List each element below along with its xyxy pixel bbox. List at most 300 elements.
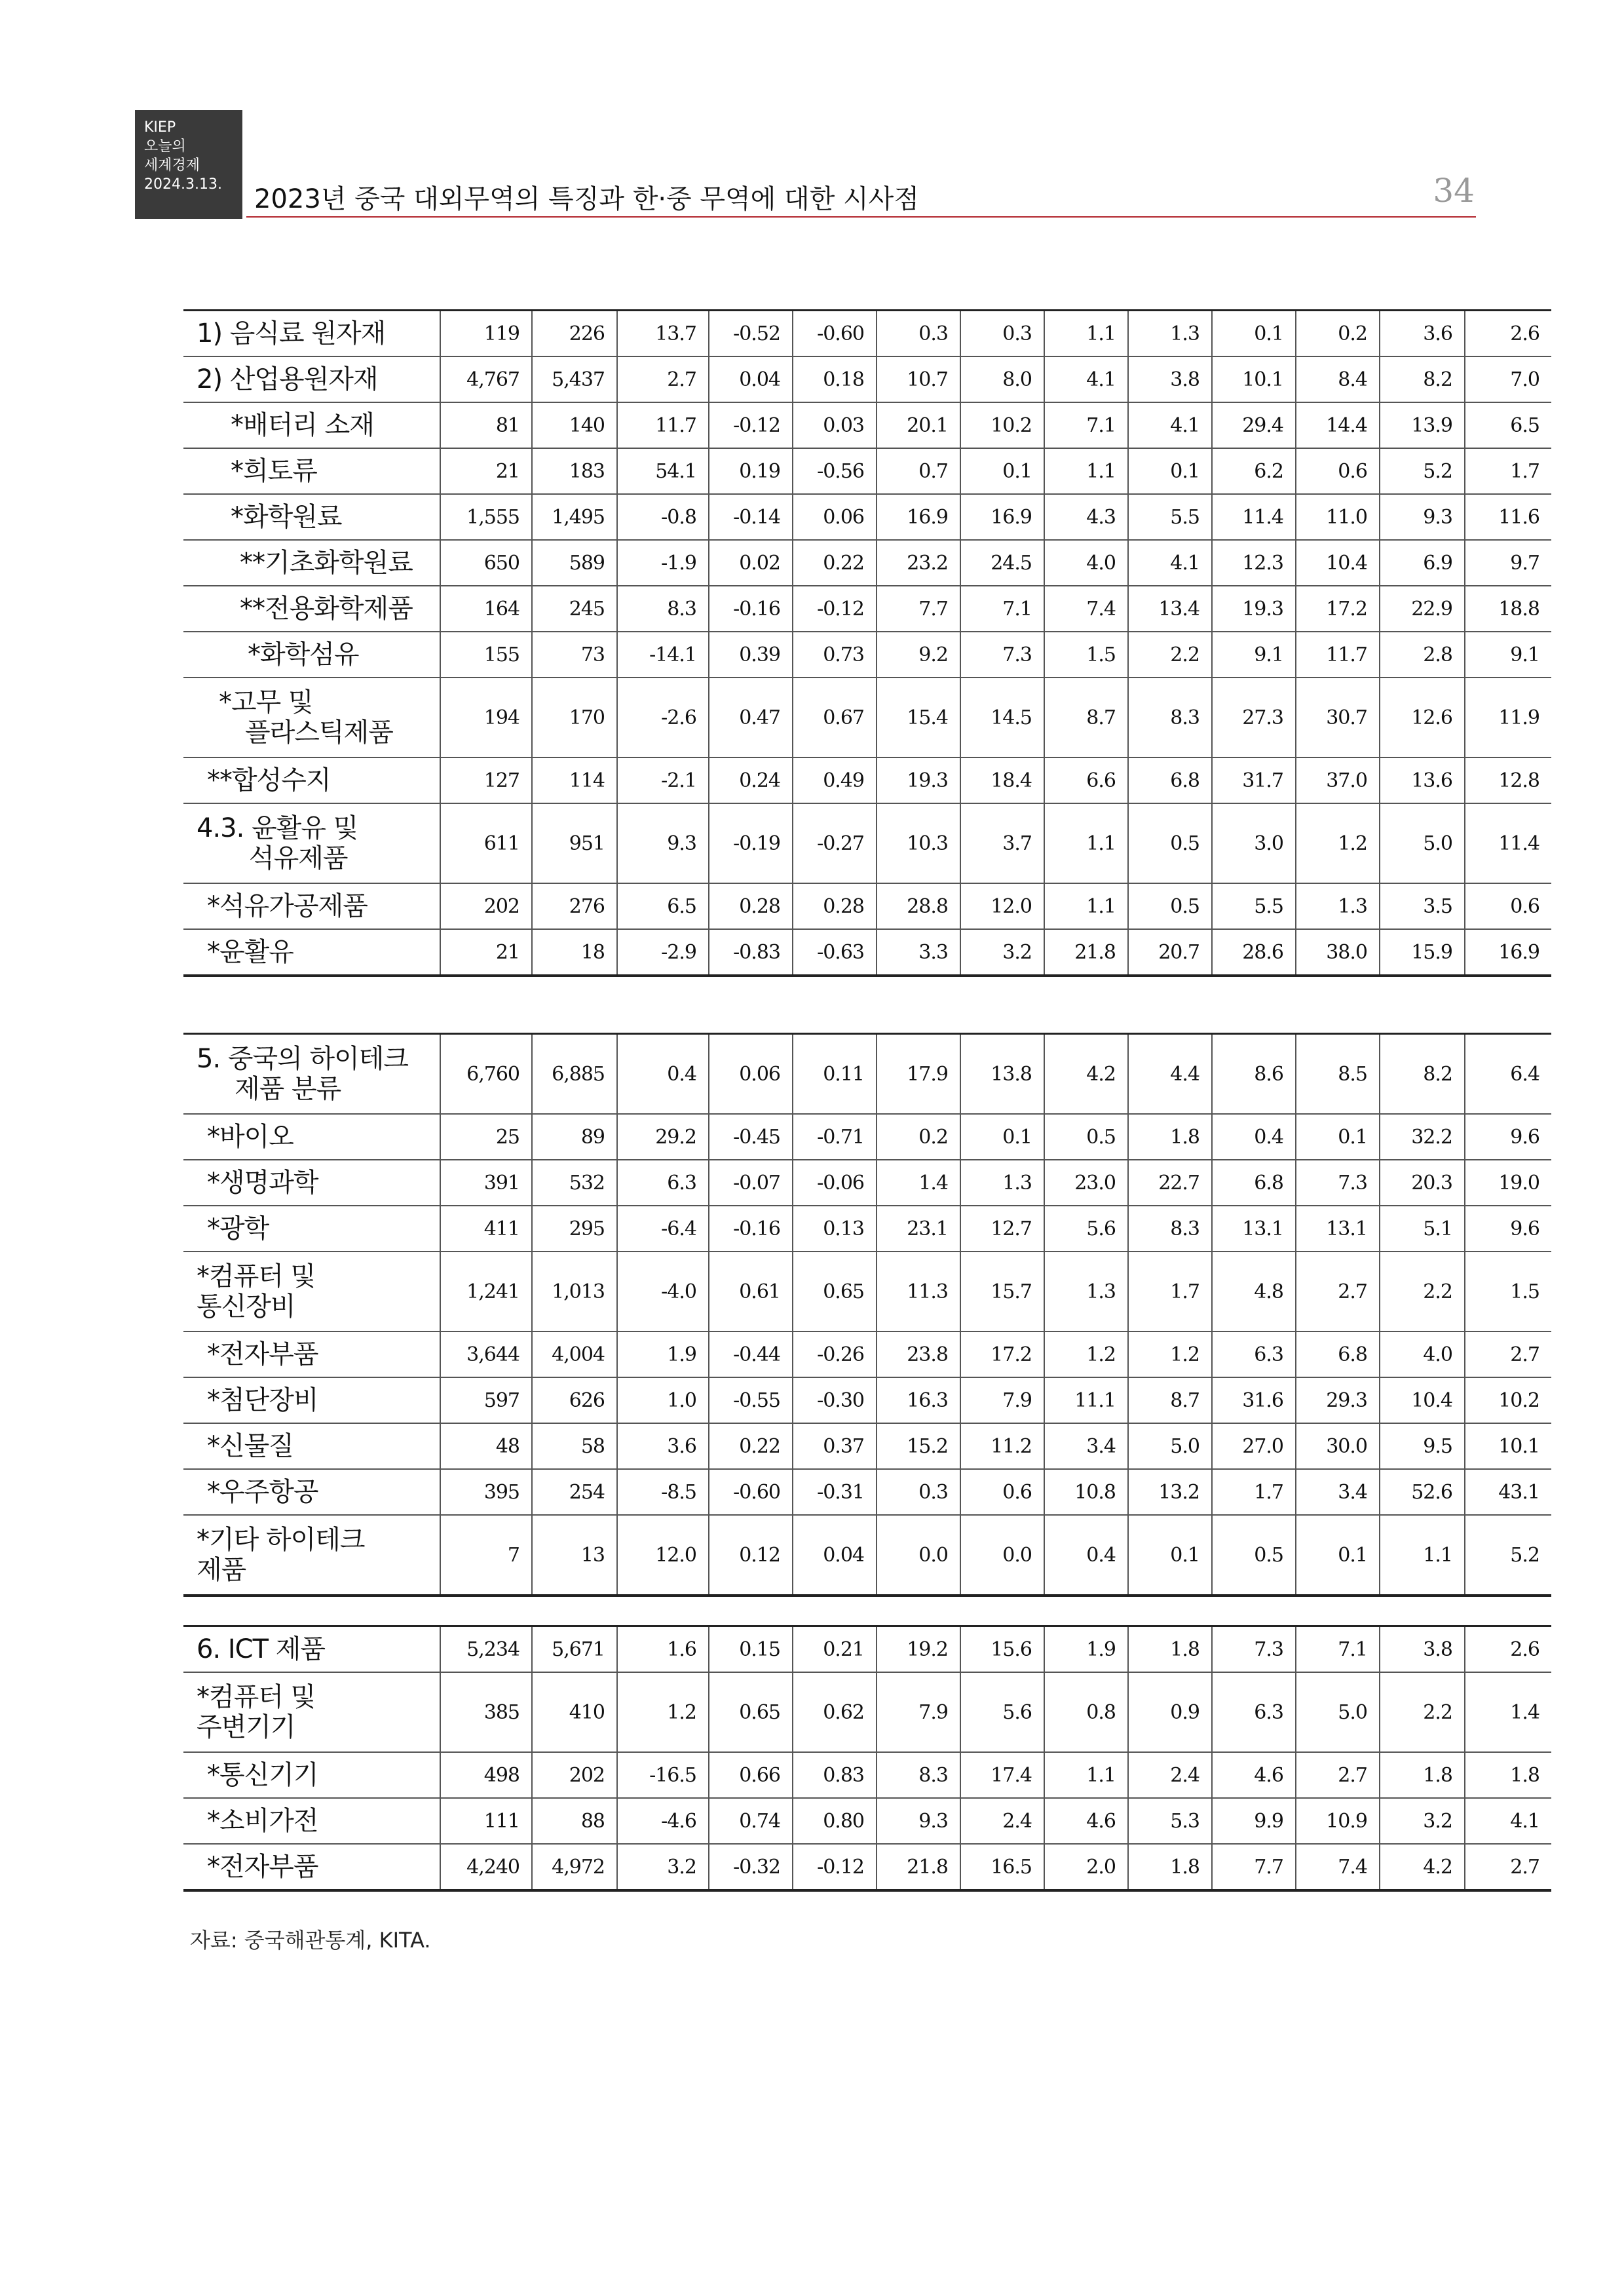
table-cell: -0.26 bbox=[793, 1331, 877, 1377]
table-row bbox=[183, 757, 1551, 803]
table-row bbox=[183, 356, 1551, 402]
table-cell: 11.6 bbox=[1465, 494, 1551, 540]
table-cell: 10.7 bbox=[877, 356, 960, 402]
table-cell: 0.61 bbox=[709, 1252, 793, 1331]
report-badge bbox=[135, 110, 242, 219]
table-cell: 8.0 bbox=[960, 356, 1044, 402]
table-cell: 11.4 bbox=[1465, 803, 1551, 883]
table-cell: 0.1 bbox=[1212, 311, 1296, 357]
table-row bbox=[183, 1752, 1551, 1798]
table-cell: 3.4 bbox=[1044, 1423, 1128, 1469]
table-cell: 194 bbox=[440, 678, 532, 757]
table-cell: 5.1 bbox=[1380, 1206, 1465, 1252]
table-cell: 5.2 bbox=[1465, 1515, 1551, 1596]
table-cell: 6.3 bbox=[617, 1160, 709, 1206]
table-cell: 9.6 bbox=[1465, 1206, 1551, 1252]
table-cell: 385 bbox=[440, 1672, 532, 1752]
table-cell: 89 bbox=[532, 1114, 617, 1160]
table-cell: 7.7 bbox=[1212, 1844, 1296, 1890]
table-row bbox=[183, 678, 1551, 757]
table-cell: 23.8 bbox=[877, 1331, 960, 1377]
table-cell: 0.24 bbox=[709, 757, 793, 803]
table-cell: 4.0 bbox=[1380, 1331, 1465, 1377]
table-cell: 0.3 bbox=[877, 1469, 960, 1515]
table-cell: 4.1 bbox=[1465, 1798, 1551, 1844]
row-label: *윤활유 bbox=[183, 929, 440, 976]
table-cell: 597 bbox=[440, 1377, 532, 1423]
table-cell: 1.1 bbox=[1044, 448, 1128, 494]
table-cell: 2.2 bbox=[1380, 1252, 1465, 1331]
row-label: **기초화학원료 bbox=[183, 540, 440, 586]
table-cell: 9.1 bbox=[1212, 632, 1296, 678]
table-cell: 202 bbox=[440, 883, 532, 929]
table-cell: 20.1 bbox=[877, 402, 960, 448]
table-cell: 0.22 bbox=[793, 540, 877, 586]
table-cell: 5.5 bbox=[1128, 494, 1212, 540]
table-cell: 5.0 bbox=[1296, 1672, 1380, 1752]
table-cell: -0.19 bbox=[709, 803, 793, 883]
table-cell: 8.5 bbox=[1296, 1034, 1380, 1115]
table-cell: 10.9 bbox=[1296, 1798, 1380, 1844]
table-cell: 30.7 bbox=[1296, 678, 1380, 757]
table-cell: 28.8 bbox=[877, 883, 960, 929]
table-cell: 2.6 bbox=[1465, 311, 1551, 357]
table-cell: 52.6 bbox=[1380, 1469, 1465, 1515]
table-cell: 650 bbox=[440, 540, 532, 586]
table-cell: 4.0 bbox=[1044, 540, 1128, 586]
table-row bbox=[183, 803, 1551, 883]
table-cell: 0.04 bbox=[709, 356, 793, 402]
table-cell: 12.6 bbox=[1380, 678, 1465, 757]
table-cell: 88 bbox=[532, 1798, 617, 1844]
table-cell: 8.7 bbox=[1128, 1377, 1212, 1423]
table-cell: 3.3 bbox=[877, 929, 960, 976]
table-cell: 6.5 bbox=[1465, 402, 1551, 448]
table-cell: 0.2 bbox=[877, 1114, 960, 1160]
table-cell: 0.4 bbox=[1044, 1515, 1128, 1596]
table-cell: 2.4 bbox=[1128, 1752, 1212, 1798]
table-cell: 245 bbox=[532, 586, 617, 632]
table-row bbox=[183, 632, 1551, 678]
table-cell: 23.0 bbox=[1044, 1160, 1128, 1206]
table-cell: 15.7 bbox=[960, 1252, 1044, 1331]
table-cell: 14.5 bbox=[960, 678, 1044, 757]
table-cell: 17.4 bbox=[960, 1752, 1044, 1798]
table-cell: 1,495 bbox=[532, 494, 617, 540]
table-cell: 8.2 bbox=[1380, 356, 1465, 402]
table-cell: 10.2 bbox=[960, 402, 1044, 448]
row-label: **합성수지 bbox=[183, 757, 440, 803]
table-cell: 31.6 bbox=[1212, 1377, 1296, 1423]
row-label: *희토류 bbox=[183, 448, 440, 494]
table-cell: 4,004 bbox=[532, 1331, 617, 1377]
table-cell: 0.4 bbox=[1212, 1114, 1296, 1160]
table-cell: 11.1 bbox=[1044, 1377, 1128, 1423]
badge-line: 2024.3.13. bbox=[144, 176, 222, 193]
table-cell: 5.0 bbox=[1128, 1423, 1212, 1469]
table-cell: 295 bbox=[532, 1206, 617, 1252]
table-cell: -14.1 bbox=[617, 632, 709, 678]
table-cell: 254 bbox=[532, 1469, 617, 1515]
table-cell: 13.1 bbox=[1212, 1206, 1296, 1252]
table-cell: 16.9 bbox=[960, 494, 1044, 540]
table-cell: -0.52 bbox=[709, 311, 793, 357]
row-label-line: *기타 하이테크 bbox=[197, 1525, 365, 1555]
row-label-line: *컴퓨터 및 bbox=[197, 1682, 316, 1712]
table-cell: 119 bbox=[440, 311, 532, 357]
table-cell: 8.3 bbox=[1128, 1206, 1212, 1252]
table-cell: 0.3 bbox=[877, 311, 960, 357]
table-cell: 12.3 bbox=[1212, 540, 1296, 586]
table-cell: 4.8 bbox=[1212, 1252, 1296, 1331]
table-cell: 3.2 bbox=[960, 929, 1044, 976]
table-cell: 11.7 bbox=[1296, 632, 1380, 678]
table-cell: 13.7 bbox=[617, 311, 709, 357]
table-cell: 13.8 bbox=[960, 1034, 1044, 1115]
table-cell: 3.6 bbox=[617, 1423, 709, 1469]
table-cell: 0.28 bbox=[709, 883, 793, 929]
table-cell: 0.3 bbox=[960, 311, 1044, 357]
table-cell: 2.7 bbox=[1465, 1844, 1551, 1890]
table-cell: 23.1 bbox=[877, 1206, 960, 1252]
table-cell: 202 bbox=[532, 1752, 617, 1798]
row-label bbox=[183, 1034, 440, 1115]
table-cell: 20.7 bbox=[1128, 929, 1212, 976]
table-cell: 10.3 bbox=[877, 803, 960, 883]
table-cell: 0.83 bbox=[793, 1752, 877, 1798]
table-cell: 1.8 bbox=[1128, 1844, 1212, 1890]
table-cell: 2.6 bbox=[1465, 1626, 1551, 1673]
row-label bbox=[183, 1515, 440, 1596]
table-cell: 7.4 bbox=[1044, 586, 1128, 632]
table-cell: 0.1 bbox=[1296, 1114, 1380, 1160]
table-cell: 54.1 bbox=[617, 448, 709, 494]
table-cell: 1.6 bbox=[617, 1626, 709, 1673]
table-cell: 589 bbox=[532, 540, 617, 586]
table-cell: 611 bbox=[440, 803, 532, 883]
table-cell: 0.15 bbox=[709, 1626, 793, 1673]
table-cell: 0.21 bbox=[793, 1626, 877, 1673]
badge-line: 오늘의 bbox=[144, 138, 186, 155]
table-cell: 395 bbox=[440, 1469, 532, 1515]
table-cell: 1.1 bbox=[1044, 803, 1128, 883]
table-row bbox=[183, 883, 1551, 929]
row-label: 1) 음식료 원자재 bbox=[183, 311, 440, 357]
table-cell: 0.1 bbox=[1128, 1515, 1212, 1596]
table-cell: 11.0 bbox=[1296, 494, 1380, 540]
table-row bbox=[183, 448, 1551, 494]
table-cell: 18.4 bbox=[960, 757, 1044, 803]
table-cell: -0.16 bbox=[709, 1206, 793, 1252]
table-cell: -2.1 bbox=[617, 757, 709, 803]
header-divider bbox=[246, 216, 1476, 218]
table-row bbox=[183, 1034, 1551, 1115]
table-cell: 1.3 bbox=[1044, 1252, 1128, 1331]
table-row bbox=[183, 540, 1551, 586]
table-cell: 13.6 bbox=[1380, 757, 1465, 803]
table-cell: 7.1 bbox=[1044, 402, 1128, 448]
table-cell: 2.4 bbox=[960, 1798, 1044, 1844]
row-label: *우주항공 bbox=[183, 1469, 440, 1515]
table-cell: 1.8 bbox=[1465, 1752, 1551, 1798]
table-cell: 5.6 bbox=[1044, 1206, 1128, 1252]
table-cell: 22.7 bbox=[1128, 1160, 1212, 1206]
table-cell: 9.7 bbox=[1465, 540, 1551, 586]
table-cell: 0.62 bbox=[793, 1672, 877, 1752]
table-cell: 58 bbox=[532, 1423, 617, 1469]
table-cell: 11.9 bbox=[1465, 678, 1551, 757]
table-cell: 3.4 bbox=[1296, 1469, 1380, 1515]
table-cell: 25 bbox=[440, 1114, 532, 1160]
table-cell: 6,885 bbox=[532, 1034, 617, 1115]
table-cell: 2.8 bbox=[1380, 632, 1465, 678]
table-cell: 5.3 bbox=[1128, 1798, 1212, 1844]
table-cell: 3.8 bbox=[1128, 356, 1212, 402]
table-cell: 0.06 bbox=[709, 1034, 793, 1115]
table-row bbox=[183, 1515, 1551, 1596]
table-cell: 81 bbox=[440, 402, 532, 448]
row-label: *화학섬유 bbox=[183, 632, 440, 678]
table-cell: 7.4 bbox=[1296, 1844, 1380, 1890]
table-cell: 16.9 bbox=[877, 494, 960, 540]
table-row bbox=[183, 1672, 1551, 1752]
table-cell: 4,767 bbox=[440, 356, 532, 402]
row-label-line: *컴퓨터 및 bbox=[197, 1261, 316, 1292]
table-cell: 4.3 bbox=[1044, 494, 1128, 540]
table-cell: 7.3 bbox=[960, 632, 1044, 678]
table-cell: 9.2 bbox=[877, 632, 960, 678]
table-cell: -8.5 bbox=[617, 1469, 709, 1515]
table-cell: 3.2 bbox=[1380, 1798, 1465, 1844]
table-cell: 6.2 bbox=[1212, 448, 1296, 494]
table-row bbox=[183, 402, 1551, 448]
table-cell: 10.8 bbox=[1044, 1469, 1128, 1515]
table-cell: 114 bbox=[532, 757, 617, 803]
table-cell: 0.37 bbox=[793, 1423, 877, 1469]
table-cell: 2.2 bbox=[1128, 632, 1212, 678]
table-cell: 13.1 bbox=[1296, 1206, 1380, 1252]
table-cell: 0.65 bbox=[709, 1672, 793, 1752]
table-cell: 15.6 bbox=[960, 1626, 1044, 1673]
table-cell: -0.45 bbox=[709, 1114, 793, 1160]
data-table-industrial-materials bbox=[183, 309, 1551, 977]
table-cell: 4.6 bbox=[1212, 1752, 1296, 1798]
table-cell: 15.2 bbox=[877, 1423, 960, 1469]
table-cell: -2.9 bbox=[617, 929, 709, 976]
table-row bbox=[183, 311, 1551, 357]
table-cell: 5,234 bbox=[440, 1626, 532, 1673]
table-cell: 0.65 bbox=[793, 1252, 877, 1331]
table-cell: 4.2 bbox=[1044, 1034, 1128, 1115]
row-label: *소비가전 bbox=[183, 1798, 440, 1844]
table-row bbox=[183, 1206, 1551, 1252]
table-cell: 1.9 bbox=[617, 1331, 709, 1377]
table-cell: -0.30 bbox=[793, 1377, 877, 1423]
table-cell: 14.4 bbox=[1296, 402, 1380, 448]
table-cell: 10.1 bbox=[1465, 1423, 1551, 1469]
table-cell: 1.4 bbox=[877, 1160, 960, 1206]
table-cell: -0.31 bbox=[793, 1469, 877, 1515]
table-cell: 0.04 bbox=[793, 1515, 877, 1596]
table-cell: 0.6 bbox=[1465, 883, 1551, 929]
table-row bbox=[183, 1331, 1551, 1377]
row-label: *배터리 소재 bbox=[183, 402, 440, 448]
table-cell: 8.7 bbox=[1044, 678, 1128, 757]
table-cell: 226 bbox=[532, 311, 617, 357]
table-cell: 164 bbox=[440, 586, 532, 632]
table-cell: 19.3 bbox=[877, 757, 960, 803]
row-label: *석유가공제품 bbox=[183, 883, 440, 929]
table-cell: 8.2 bbox=[1380, 1034, 1465, 1115]
table-cell: 18.8 bbox=[1465, 586, 1551, 632]
table-row bbox=[183, 1160, 1551, 1206]
table-cell: 11.2 bbox=[960, 1423, 1044, 1469]
table-cell: 19.2 bbox=[877, 1626, 960, 1673]
table-cell: 2.7 bbox=[1296, 1752, 1380, 1798]
table-cell: 3.5 bbox=[1380, 883, 1465, 929]
table-cell: 6.8 bbox=[1128, 757, 1212, 803]
table-cell: 276 bbox=[532, 883, 617, 929]
table-row bbox=[183, 494, 1551, 540]
table-cell: 4,240 bbox=[440, 1844, 532, 1890]
table-cell: -2.6 bbox=[617, 678, 709, 757]
table-cell: -0.55 bbox=[709, 1377, 793, 1423]
table-cell: -4.6 bbox=[617, 1798, 709, 1844]
table-cell: 1.5 bbox=[1465, 1252, 1551, 1331]
row-label: 6. ICT 제품 bbox=[183, 1626, 440, 1673]
table-cell: 32.2 bbox=[1380, 1114, 1465, 1160]
table-cell: 1.3 bbox=[960, 1160, 1044, 1206]
table-cell: 0.39 bbox=[709, 632, 793, 678]
table-cell: 6,760 bbox=[440, 1034, 532, 1115]
row-label bbox=[183, 678, 440, 757]
table-cell: 0.6 bbox=[1296, 448, 1380, 494]
table-cell: 111 bbox=[440, 1798, 532, 1844]
table-cell: 0.74 bbox=[709, 1798, 793, 1844]
table-cell: 13.2 bbox=[1128, 1469, 1212, 1515]
table-cell: 1.2 bbox=[1296, 803, 1380, 883]
table-cell: 7.3 bbox=[1212, 1626, 1296, 1673]
table-cell: 1.1 bbox=[1380, 1515, 1465, 1596]
table-cell: 9.3 bbox=[1380, 494, 1465, 540]
table-cell: 21.8 bbox=[877, 1844, 960, 1890]
row-label-line: 석유제품 bbox=[249, 843, 348, 873]
table-cell: 0.5 bbox=[1212, 1515, 1296, 1596]
table-cell: -0.12 bbox=[793, 1844, 877, 1890]
table-cell: 0.5 bbox=[1044, 1114, 1128, 1160]
table-cell: 10.4 bbox=[1380, 1377, 1465, 1423]
table-cell: 6.3 bbox=[1212, 1331, 1296, 1377]
table-cell: 7.7 bbox=[877, 586, 960, 632]
table-cell: 2.7 bbox=[1296, 1252, 1380, 1331]
table-cell: 10.2 bbox=[1465, 1377, 1551, 1423]
table-cell: 6.3 bbox=[1212, 1672, 1296, 1752]
table-cell: 0.5 bbox=[1128, 883, 1212, 929]
table-cell: 1.0 bbox=[617, 1377, 709, 1423]
table-cell: 1.8 bbox=[1128, 1626, 1212, 1673]
table-cell: 19.3 bbox=[1212, 586, 1296, 632]
table-cell: 0.49 bbox=[793, 757, 877, 803]
table-cell: 8.3 bbox=[877, 1752, 960, 1798]
table-cell: -0.56 bbox=[793, 448, 877, 494]
table-cell: 17.2 bbox=[1296, 586, 1380, 632]
table-cell: 1,241 bbox=[440, 1252, 532, 1331]
table-cell: 0.7 bbox=[877, 448, 960, 494]
table-cell: 15.4 bbox=[877, 678, 960, 757]
table-cell: 8.6 bbox=[1212, 1034, 1296, 1115]
table-cell: 7.9 bbox=[877, 1672, 960, 1752]
table-cell: -0.14 bbox=[709, 494, 793, 540]
table-cell: 23.2 bbox=[877, 540, 960, 586]
table-cell: 1.7 bbox=[1128, 1252, 1212, 1331]
table-cell: 0.73 bbox=[793, 632, 877, 678]
table-cell: 0.02 bbox=[709, 540, 793, 586]
row-label bbox=[183, 1252, 440, 1331]
table-cell: 9.3 bbox=[617, 803, 709, 883]
table-cell: 0.66 bbox=[709, 1752, 793, 1798]
table-cell: 4.1 bbox=[1128, 402, 1212, 448]
row-label-line: 제품 bbox=[197, 1555, 246, 1585]
table-cell: 5.6 bbox=[960, 1672, 1044, 1752]
table-cell: 0.06 bbox=[793, 494, 877, 540]
table-cell: 2.0 bbox=[1044, 1844, 1128, 1890]
table-cell: 7.3 bbox=[1296, 1160, 1380, 1206]
table-cell: 6.5 bbox=[617, 883, 709, 929]
table-cell: 12.0 bbox=[617, 1515, 709, 1596]
table-cell: 20.3 bbox=[1380, 1160, 1465, 1206]
table-cell: 411 bbox=[440, 1206, 532, 1252]
table-cell: 1.8 bbox=[1380, 1752, 1465, 1798]
table-cell: 7.1 bbox=[960, 586, 1044, 632]
table-cell: 5.0 bbox=[1380, 803, 1465, 883]
table-cell: 5,671 bbox=[532, 1626, 617, 1673]
table-cell: -0.83 bbox=[709, 929, 793, 976]
table-cell: -4.0 bbox=[617, 1252, 709, 1331]
table-cell: 43.1 bbox=[1465, 1469, 1551, 1515]
table-cell: 0.80 bbox=[793, 1798, 877, 1844]
table-cell: 19.0 bbox=[1465, 1160, 1551, 1206]
table-cell: 532 bbox=[532, 1160, 617, 1206]
table-cell: 2.7 bbox=[1465, 1331, 1551, 1377]
source-note: 자료: 중국해관통계, KITA. bbox=[190, 1928, 431, 1953]
row-label-line: 5. 중국의 하이테크 bbox=[197, 1044, 409, 1074]
table-cell: 0.2 bbox=[1296, 311, 1380, 357]
table-row bbox=[183, 1423, 1551, 1469]
table-cell: -0.71 bbox=[793, 1114, 877, 1160]
table-cell: 1.1 bbox=[1044, 1752, 1128, 1798]
table-cell: 0.1 bbox=[960, 1114, 1044, 1160]
table-cell: 951 bbox=[532, 803, 617, 883]
table-cell: 8.3 bbox=[1128, 678, 1212, 757]
table-cell: 3.0 bbox=[1212, 803, 1296, 883]
row-label: *통신기기 bbox=[183, 1752, 440, 1798]
table-cell: 17.9 bbox=[877, 1034, 960, 1115]
table-cell: 38.0 bbox=[1296, 929, 1380, 976]
row-label: *광학 bbox=[183, 1206, 440, 1252]
table-cell: 4.1 bbox=[1128, 540, 1212, 586]
table-cell: 8.4 bbox=[1296, 356, 1380, 402]
table-cell: 9.1 bbox=[1465, 632, 1551, 678]
table-cell: 626 bbox=[532, 1377, 617, 1423]
table-cell: 9.9 bbox=[1212, 1798, 1296, 1844]
table-cell: 22.9 bbox=[1380, 586, 1465, 632]
table-cell: 73 bbox=[532, 632, 617, 678]
table-cell: -0.8 bbox=[617, 494, 709, 540]
table-cell: 1,013 bbox=[532, 1252, 617, 1331]
row-label: *신물질 bbox=[183, 1423, 440, 1469]
table-cell: -0.12 bbox=[793, 586, 877, 632]
row-label: *전자부품 bbox=[183, 1844, 440, 1890]
